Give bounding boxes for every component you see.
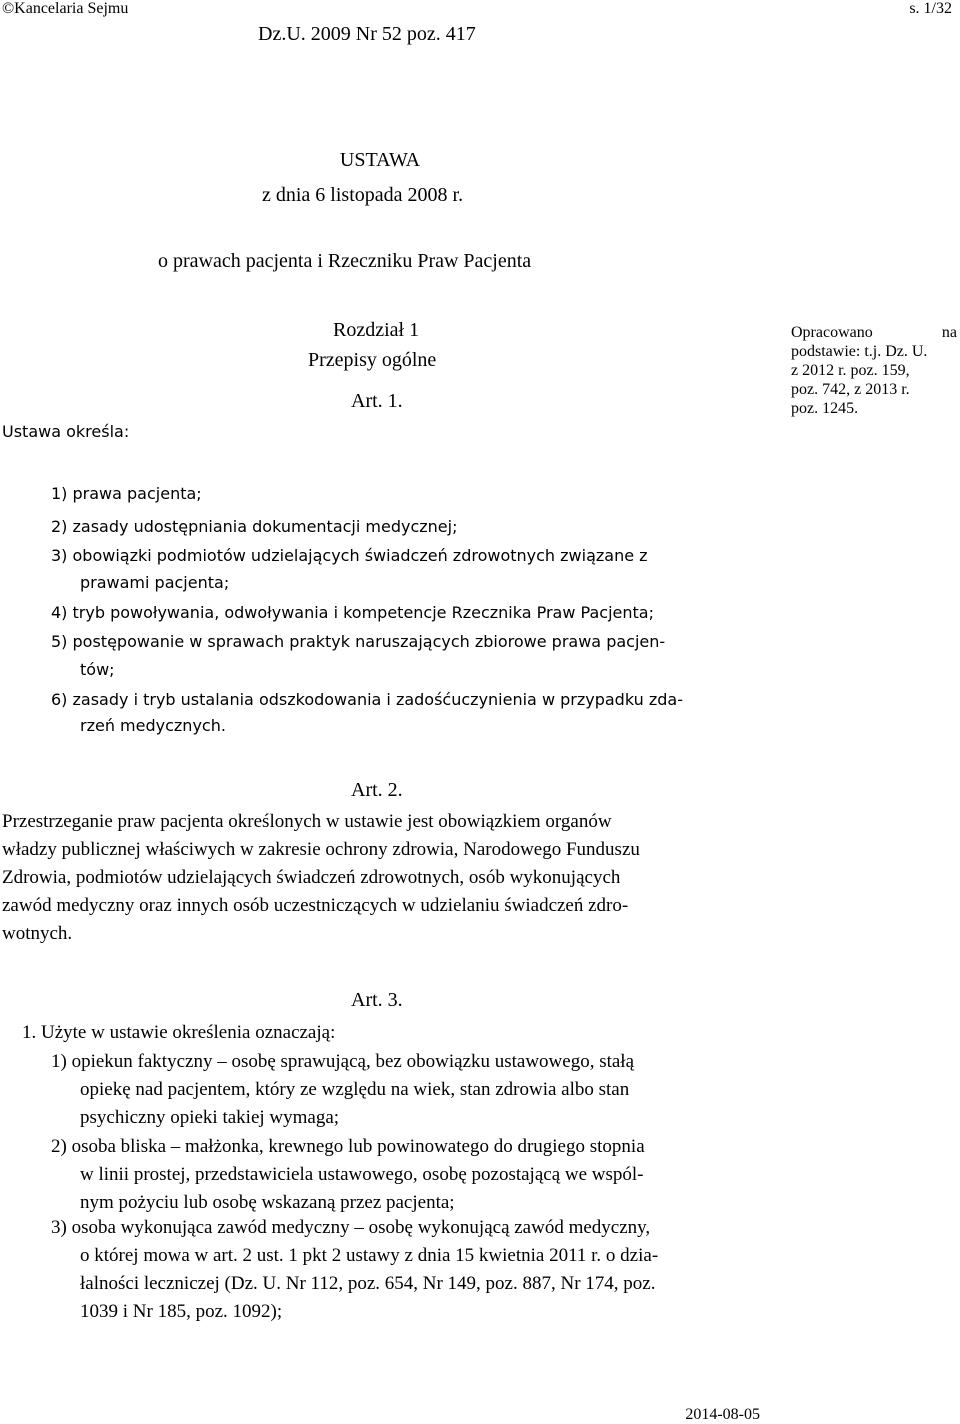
art3-item-2-line-1: 2) osoba bliska – małżonka, krewnego lub powinowatego do drugiego stopnia (51, 1136, 645, 1157)
art1-item-6-cont: rzeń medycznych. (80, 716, 226, 735)
document-subject: o prawach pacjenta i Rzeczniku Praw Pacjenta (158, 250, 532, 272)
margin-note-line3: z 2012 r. poz. 159, (791, 362, 910, 379)
art1-intro: Ustawa określa: (2, 422, 130, 441)
chapter-number: Rozdział 1 (333, 319, 420, 341)
margin-note-word-a: Opracowano (791, 324, 873, 341)
header-copyright: ©Kancelaria Sejmu (2, 0, 129, 17)
margin-note-line4: poz. 742, z 2013 r. (791, 381, 910, 398)
art1-item-4: 4) tryb powoływania, odwoływania i kompetencje Rzecznika Praw Pacjenta; (51, 603, 654, 622)
footer-date: 2014-08-05 (685, 1406, 760, 1423)
art1-item-5: 5) postępowanie w sprawach praktyk naruszających zbiorowe prawa pacjen- (51, 632, 666, 651)
art3-item-2-line-2: w linii prostej, przedstawiciela ustawowego, osobę pozostającą we wspól- (80, 1164, 644, 1185)
art2-line-3: Zdrowia, podmiotów udzielających świadczeń zdrowotnych, osób wykonujących (2, 867, 621, 888)
document-type-text: USTAWA (339, 149, 421, 171)
art3-item-1-line-3: psychiczny opieki takiej wymaga; (80, 1107, 340, 1128)
art3-item-2-line-3: nym pożyciu lub osobę wskazaną przez pacjenta; (80, 1192, 455, 1213)
art3-item-3-line-4: 1039 i Nr 185, poz. 1092); (80, 1301, 283, 1322)
art1-item-2: 2) zasady udostępniania dokumentacji medycznej; (51, 517, 458, 536)
art2-heading: Art. 2. (351, 779, 403, 801)
art3-item-2 (51, 1133, 759, 1217)
art1-item-3-cont: prawami pacjenta; (80, 573, 230, 592)
margin-note-line5: poz. 1245. (791, 400, 859, 417)
art2-line-2: władzy publicznej właściwych w zakresie ochrony zdrowia, Narodowego Funduszu (2, 839, 640, 860)
art1-item-1: 1) prawa pacjenta; (51, 484, 202, 503)
header-page-number: s. 1/32 (909, 0, 952, 17)
art3-intro: 1. Użyte w ustawie określenia oznaczają: (22, 1022, 336, 1043)
art3-item-3-line-3: łalności leczniczej (Dz. U. Nr 112, poz. 654, Nr 149, poz. 887, Nr 174, poz. (80, 1273, 656, 1294)
art2-line-1: Przestrzeganie praw pacjenta określonych w ustawie jest obowiązkiem organów (2, 811, 612, 832)
art1-item-3: 3) obowiązki podmiotów udzielających świadczeń zdrowotnych związane z (51, 546, 648, 565)
chapter-title: Przepisy ogólne (308, 349, 437, 371)
art3-item-1 (51, 1048, 759, 1132)
art3-item-3 (51, 1214, 759, 1326)
margin-note-line1 (791, 323, 957, 342)
art3-item-1-line-2: opiekę nad pacjentem, który ze względu na wiek, stan zdrowia albo stan (80, 1079, 630, 1100)
margin-note (791, 323, 957, 418)
art2-line-5: wotnych. (2, 923, 73, 944)
art2-paragraph (2, 808, 760, 948)
margin-note-word-b: na (941, 324, 957, 341)
art1-item-6: 6) zasady i tryb ustalania odszkodowania i zadośćuczynienia w przypadku zda- (51, 690, 683, 709)
art3-item-3-line-2: o której mowa w art. 2 ust. 1 pkt 2 ustawy z dnia 15 kwietnia 2011 r. o dzia- (80, 1245, 659, 1266)
art1-heading: Art. 1. (351, 390, 403, 412)
art3-heading: Art. 3. (351, 989, 403, 1011)
document-type (0, 148, 760, 172)
margin-note-line2: podstawie: t.j. Dz. U. (791, 343, 928, 360)
art2-line-4: zawód medyczny oraz innych osób uczestniczących w udzielaniu świadczeń zdro- (2, 895, 629, 916)
document-date: z dnia 6 listopada 2008 r. (262, 184, 464, 206)
document-reference: Dz.U. 2009 Nr 52 poz. 417 (258, 23, 476, 45)
art3-item-3-line-1: 3) osoba wykonująca zawód medyczny – osobę wykonującą zawód medyczny, (51, 1217, 651, 1238)
art1-item-5-cont: tów; (80, 660, 115, 679)
art3-item-1-line-1: 1) opiekun faktyczny – osobę sprawującą, bez obowiązku ustawowego, stałą (51, 1051, 635, 1072)
